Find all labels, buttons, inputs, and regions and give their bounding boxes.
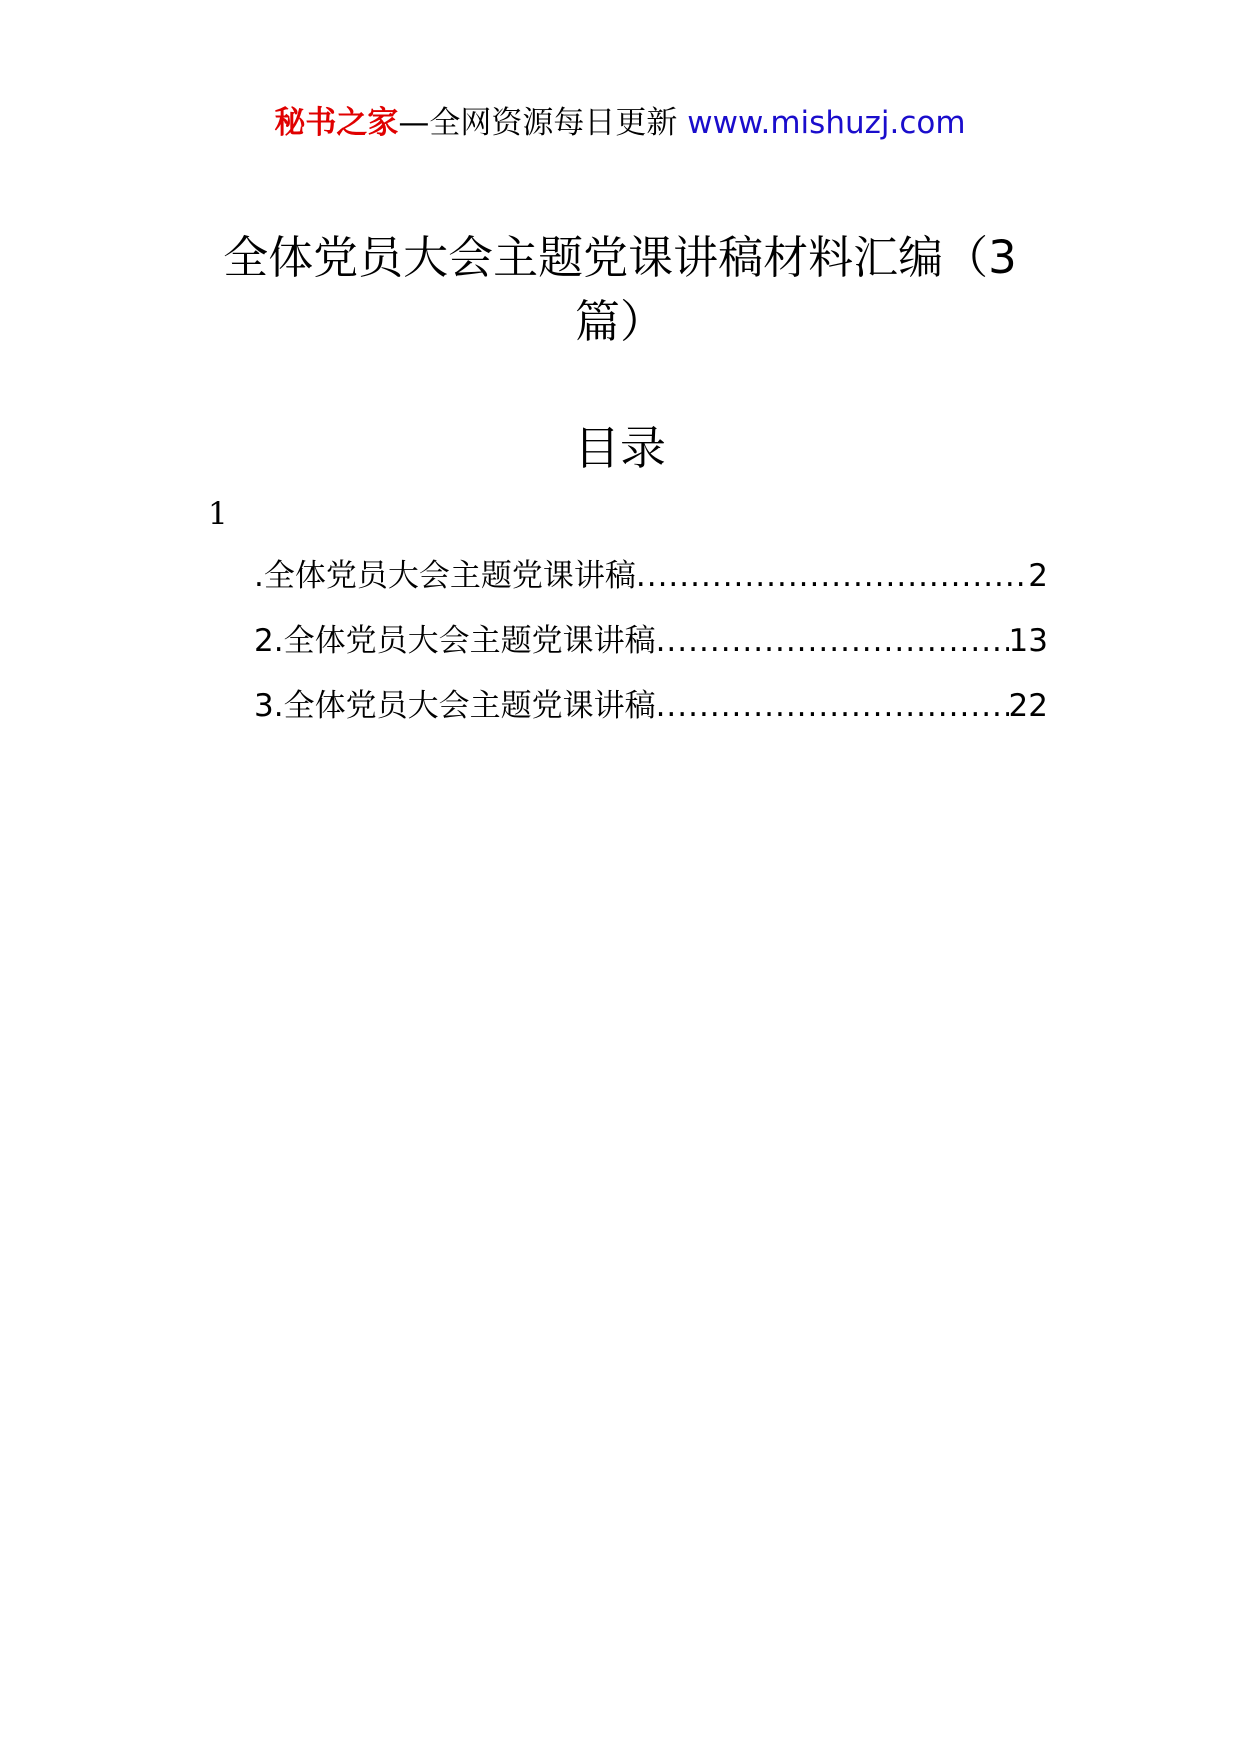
toc-page-number: 13 — [1008, 623, 1048, 659]
site-url-link[interactable]: www.mishuzj.com — [687, 105, 966, 141]
table-of-contents — [254, 556, 1048, 751]
toc-entry-label: .全体党员大会主题党课讲稿 — [254, 558, 636, 594]
toc-entry[interactable] — [254, 556, 1048, 621]
brand-name: 秘书之家 — [274, 105, 399, 141]
site-header — [0, 103, 1240, 143]
toc-heading: 目录 — [574, 421, 666, 475]
toc-page-number: 22 — [1008, 688, 1048, 724]
toc-entry-label: 2.全体党员大会主题党课讲稿 — [254, 623, 656, 659]
header-tagline: —全网资源每日更新 — [398, 105, 688, 141]
toc-dot-leader — [656, 686, 1009, 726]
toc-entry[interactable] — [254, 621, 1048, 686]
toc-dot-leader — [656, 621, 1009, 661]
toc-stray-number: 1 — [208, 496, 228, 532]
toc-page-number: 2 — [1028, 558, 1048, 594]
toc-entry-label: 3.全体党员大会主题党课讲稿 — [254, 688, 656, 724]
toc-entry[interactable] — [254, 686, 1048, 751]
toc-dot-leader — [636, 556, 1028, 596]
document-title: 全体党员大会主题党课讲稿材料汇编（3篇） — [223, 231, 1017, 348]
